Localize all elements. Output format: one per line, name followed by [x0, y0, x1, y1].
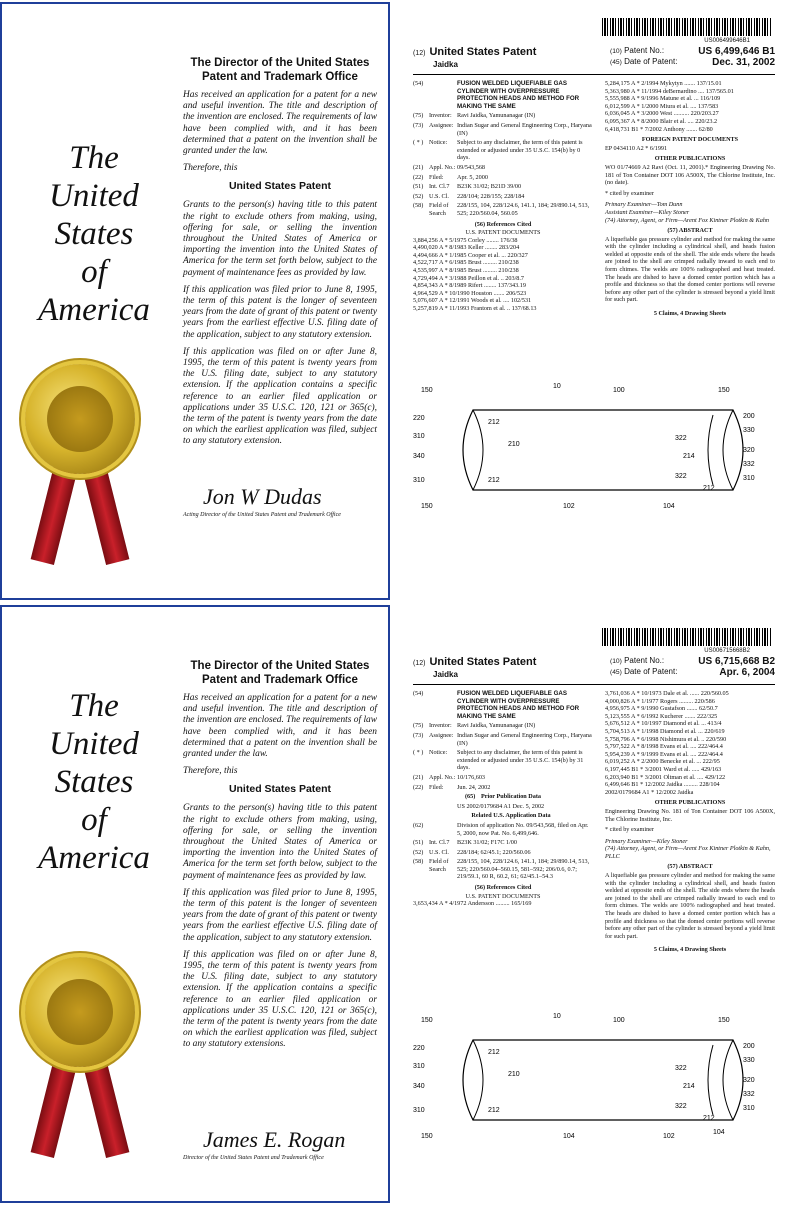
biblio-field: (52) U.S. Cl. 228/104; 228/155; 228/184 [413, 192, 525, 200]
drawing-label: 310 [743, 1105, 755, 1112]
reference-entry: 4,490,020 A * 8/1983 Keller ........ 283/204 [413, 244, 520, 252]
drawing-label: 150 [421, 1133, 433, 1140]
certificate-heading: The Director of the United States Patent and Trademark Office [190, 57, 370, 83]
biblio-field: US 2002/0179684 A1 Dec. 5, 2002 [457, 802, 545, 810]
reference-entry: 6,197,445 B1 * 3/2001 Ward et al. ..... 429/163 [605, 765, 722, 773]
signer-caption: Director of the United States Patent and Trademark Office [183, 1155, 324, 1161]
biblio-field: Related U.S. Application Data [471, 812, 551, 820]
biblio-field: (51) Int. Cl.7 B23K 31/02; B21D 39/00 [413, 183, 522, 191]
drawing-label: 310 [413, 433, 425, 440]
barcode [602, 18, 772, 36]
drawing-label: 214 [683, 1083, 695, 1090]
reference-entry: 4,535,997 A * 8/1985 Brust ......... 210/238 [413, 267, 519, 275]
drawing-label: 150 [718, 387, 730, 394]
reference-entry: 5,676,512 A * 10/1997 Diamond et al. ... 413/4 [605, 720, 722, 728]
reference-entry: 4,000,826 A * 1/1977 Rogers ......... 220/586 [605, 697, 715, 705]
certificate-heading: The Director of the United States Patent and Trademark Office [190, 660, 370, 686]
term2-text: If this application was filed on or after June 8, 1995, the term of this patent is twenty years from the U.S. filing date, subject to any statutory extension. If the application contains a specific reference to an earlier filed application or applications under 35 U.S.C. 120, 121 or 365(c), the term of the patent is twenty years from the date on which the earliest application was filed, subject to any statutory extensions. [183, 949, 377, 1050]
reference-entry: 6,012,599 A * 1/2000 Miura et al. .... 137/583 [605, 102, 719, 110]
drawing-label: 212 [488, 419, 500, 426]
reference-entry: 5,257,819 A * 11/1993 Frantom et al. .. 137/68.13 [413, 305, 537, 313]
biblio-field: (73) Assignee: Indian Sugar and General Engineering Corp., Haryana (IN) [413, 121, 592, 137]
drawing-label: 200 [743, 413, 755, 420]
drawing-label: 220 [413, 1045, 425, 1052]
patent-document-1 [405, 0, 780, 598]
drawing-label: 212 [703, 485, 715, 492]
drawing-label: 310 [413, 1063, 425, 1070]
drawing-label: 212 [488, 477, 500, 484]
reference-entry: 6,036,045 A * 3/2000 West .......... 220/203.27 [605, 110, 719, 118]
reference-entry: 5,758,796 A * 6/1998 Nishimura et al. .. 220/590 [605, 735, 727, 743]
drawing-label: 320 [743, 1077, 755, 1084]
biblio-field: (21) Appl. No.: 10/176,603 [413, 773, 486, 781]
biblio-field: (75) Inventor: Ravi Jaidka, Yamunanagar (IN) [413, 112, 536, 120]
biblio-field: (75) Inventor: Ravi Jaidka, Yamunanagar (IN) [413, 722, 536, 730]
drawing-label: 150 [421, 387, 433, 394]
drawing-label: 100 [613, 387, 625, 394]
reference-entry: 2002/0179684 A1 * 12/2002 Jaidka [605, 788, 694, 796]
biblio-field: (51) Int. Cl.7 B23K 31/02; F17C 1/00 [413, 839, 517, 847]
reference-entry: 4,854,343 A * 8/1989 Rifert ........ 137/343.19 [413, 282, 526, 290]
drawing-label: 322 [675, 1103, 687, 1110]
reference-entry: 5,284,175 A * 2/1994 Mykytyn ....... 137/15.01 [605, 80, 722, 87]
signature: James E. Rogan [203, 1127, 346, 1152]
patent-number-block: (10) Patent No.: US 6,499,646 B1 (45) Date of Patent: Dec. 31, 2002 [610, 46, 775, 68]
drawing-label: 340 [413, 453, 425, 460]
patent-title: United States Patent [228, 783, 332, 796]
drawing-label: 330 [743, 1057, 755, 1064]
barcode-number: US006715668B2 [704, 648, 750, 654]
reference-entry: 5,123,555 A * 6/1992 Kucherer ....... 222/325 [605, 712, 718, 720]
reference-entry: 4,522,717 A * 6/1985 Brust ......... 210/238 [413, 259, 519, 267]
drawing-label: 100 [613, 1017, 625, 1024]
biblio-field: (22) Filed: Apr. 5, 2000 [413, 173, 488, 181]
right-column: 3,761,036 A * 10/1973 Dale et al. ...... 220/560.05 4,000,826 A * 1/1977 Rogers ......... 220/586 4,956,975 A * 9/1990 Gustafson ....... 62/50.7 5,123,555 A * 6/1992 Kucherer ....... 222/325 5,676,512 A * 10/1997 Diamond et al. ... 413/4 5,704,513 A * 1/1998 Diamond et al. ... 220/619 5,758,796 A * 6/1998 Nishimura et al. .. 220/590 5,797,522 A * 8/1998 Evans et al. .... 222/464.4 5,954,239 A * 9/1999 Evans et al. .... 222/464.4 6,019,252 A * 2/2000 Benecke et al. ... 222/95 6,197,445 B1 * 3/2001 Ward et al. ..... 429/163 6,203,940 B1 * 3/2001 Oltman et al. .... 429/122 6,499,646 B1 * 12/2002 Jaidka ......... 228/104 2002/0179684 A1 * 12/2002 Jaidka OTHER PUBLICATIONS Engineering Drawing No. 181 of Ton Container DOT 106 A500X, The Chlorine Institute, Inc. * cited by examiner Primary Examiner—Kiley Stoner (74) Attorney, Agent, or Firm—Arent Fox Kintner Plotkin & Kahn, PLLC (57) ABSTRACT A liquefiable gas pressure cylinder and method for making the same with the cylinder including a cylindrical shell, and heads fusion welded at opposite ends of the shell. The side ends where the heads are joined to the shell are crimped radially inward to each end to form chimes. The welds are 100% radiographed and heat treated. The heads are dished to have a domed center portion which has a profile and thickness so that the domed center portions will reverse before any other part of the cylinder is stressed beyond a yield limit for such part. 5 Claims, 4 Drawing Sheets [605, 690, 775, 954]
term1-text: If this application was filed prior to June 8, 1995, the term of this patent is the longer of seventeen years from the date of grant of this patent or twenty years from the earliest effective U.S. filing date of the application, subject to any statutory extension. [183, 284, 377, 340]
reference-entry: EP 0434110 A2 * 6/1991 [605, 144, 668, 152]
drawing-label: 310 [413, 1107, 425, 1114]
drawing-label: 322 [675, 473, 687, 480]
reference-entry: 6,019,252 A * 2/2000 Benecke et al. ... 222/95 [605, 758, 720, 766]
drawing-label: 322 [675, 1065, 687, 1072]
abstract: A liquefiable gas pressure cylinder and method for making the same with the cylinder including a cylindrical shell, and heads fusion welded at opposite ends of the shell. The side ends where the heads are joined to the shell are crimped radially inward to each end to form chimes. The welds are 100% radiographed and heat treated. The heads are dished to have a domed center portion which has a profile and thickness so that the domed center portions will reverse before any other part of the cylinder is stressed beyond a yield limit for such part. [605, 235, 775, 304]
biblio-field: (52) U.S. Cl. 228/184; 62/45.1; 220/560.06 [413, 848, 531, 856]
signature-block [183, 1127, 377, 1161]
reference-entry: 6,418,731 B1 * 7/2002 Anthony ....... 62/80 [605, 125, 713, 133]
term2-text: If this application was filed on or after June 8, 1995, the term of this patent is twenty years from the U.S. filing date, subject to any statutory extension. If the application contains a specific reference to an earlier filed application or applications under 35 U.S.C. 120, 121 or 365(c), the term of the patent is twenty years from the date on which the earliest application was filed, subject to any statutory extension. [183, 346, 377, 447]
drawing-label: 102 [563, 503, 575, 510]
reference-entry: 6,095,367 A * 8/2000 Blair et al. .... 220/23.2 [605, 117, 718, 125]
certificate-2 [0, 605, 390, 1203]
header-title: (12) United States Patent [413, 46, 537, 58]
reference-entry: 3,653,434 A * 4/1972 Andersson ......... 165/169 [413, 900, 532, 908]
drawing-label: 104 [563, 1133, 575, 1140]
certificate-1 [0, 2, 390, 600]
drawing-label: 210 [508, 1071, 520, 1078]
barcode [602, 628, 772, 646]
patent-date: Dec. 31, 2002 [712, 57, 775, 68]
drawing-label: 212 [488, 1049, 500, 1056]
left-column: (54) FUSION WELDED LIQUEFIABLE GAS CYLINDER WITH OVERPRESSURE PROTECTION HEADS AND METHOD FOR MAKING THE SAME (75) Inventor: Ravi Jaidka, Yamunanagar (IN) (73) Assignee: Indian Sugar and General Engineering Corp., Haryana (IN) ( * ) Notice: Subject to any disclaimer, the term of this patent is extended or adjusted under 35 U.S.C. 154(b) by 31 days. (21) Appl. No.: 10/176,603 (22) Filed: Jun. 24, 2002 (65) Prior Publication Data US 2002/0179684 A1 Dec. 5, 2002 Related U.S. Application Data (62) Division of application No. 09/543,568, filed on Apr. 5, 2000, now Pat. No. 6,499,646. (51) Int. Cl.7 B23K 31/02; F17C 1/00 (52) U.S. Cl. 228/184; 62/45.1; 220/560.06 (58) Field of Search 228/155, 104, 228/124.6, 141.1, 184; 29/890.14, 513, 525; 220/560.04–560.15, 581–592; 206/0.6, 0.7; 219/59.1, 60 R, 60.2, 61; 62/45.1–54.3 (56) References Cited U.S. PATENT DOCUMENTS 3,653,434 A * 4/1972 Andersson ......... 165/169 [413, 690, 592, 908]
banner-text: The United States of America [38, 140, 150, 328]
biblio-field: (62) Division of application No. 09/543,568, filed on Apr. 5, 2000, now Pat. No. 6,499,646. [413, 821, 589, 837]
reference-entry: 3,761,036 A * 10/1973 Dale et al. ...... 220/560.05 [605, 690, 729, 697]
drawing-label: 10 [553, 1013, 561, 1020]
reference-entry: 6,203,940 B1 * 3/2001 Oltman et al. .... 429/122 [605, 773, 726, 781]
reference-entry: 4,729,494 A * 3/1988 Peillon et al. .. 203/8.7 [413, 274, 525, 282]
drawing-label: 220 [413, 415, 425, 422]
drawing-label: 332 [743, 1091, 755, 1098]
reference-entry: 5,954,239 A * 9/1999 Evans et al. .... 222/464.4 [605, 750, 723, 758]
inventor-short: Jaidka [433, 60, 458, 69]
signer-caption: Acting Director of the United States Patent and Trademark Office [183, 512, 341, 518]
patent-number: US 6,499,646 B1 [698, 46, 775, 57]
reference-entry: 3,884,256 A * 5/1975 Corley ........ 176/38 [413, 236, 518, 244]
grant-text: Grants to the person(s) having title to this patent the right to exclude others from making, using, offering for sale, or selling the invention throughout the United States of America or importing the invention into the United States of America for the term set forth below, subject to the payment of maintenance fees as provided by law. [183, 200, 377, 278]
drawing-label: 322 [675, 435, 687, 442]
drawing-label: 200 [743, 1043, 755, 1050]
drawing-label: 340 [413, 1083, 425, 1090]
drawing-label: 150 [421, 1017, 433, 1024]
reference-entry: 5,363,980 A * 11/1994 deBernardino .... 137/565.01 [605, 87, 734, 95]
inventor-short: Jaidka [433, 670, 458, 679]
signature-block [183, 484, 377, 518]
cylinder-drawing [413, 380, 773, 515]
drawing-label: 310 [743, 475, 755, 482]
barcode-number: US006499646B1 [704, 38, 750, 44]
certificate-body [183, 56, 377, 454]
certificate-body [183, 659, 377, 1057]
intro-text: Has received an application for a patent for a new and useful invention. The title and description of the invention are enclosed. The requirements of law have been complied with, and it has been determined that a patent on the invention shall be granted under the law. [183, 693, 377, 760]
intro-text: Has received an application for a patent for a new and useful invention. The title and description of the invention are enclosed. The requirements of law have been complied with, and it has been determined that a patent on the invention shall be granted under the law. [183, 90, 377, 157]
biblio-field: (73) Assignee: Indian Sugar and General Engineering Corp., Haryana (IN) [413, 731, 592, 747]
drawing-label: 102 [663, 1133, 675, 1140]
right-column: 5,284,175 A * 2/1994 Mykytyn ....... 137/15.01 5,363,980 A * 11/1994 deBernardino .... 137/565.01 5,555,988 A * 9/1996 Matune et al. ... 116/109 6,012,599 A * 1/2000 Miura et al. .... 137/583 6,036,045 A * 3/2000 West .......... 220/203.27 6,095,367 A * 8/2000 Blair et al. .... 220/23.2 6,418,731 B1 * 7/2002 Anthony ....... 62/80 FOREIGN PATENT DOCUMENTS EP 0434110 A2 * 6/1991 OTHER PUBLICATIONS WO 01/74669 A2 Ravi (Oct. 11, 2001).* Engineering Drawing No. 181 of Ton Container DOT 106 A500X, The Chlorine Institute, Inc. (no date). * cited by examiner Primary Examiner—Tom Dunn Assistant Examiner—Kiley Stoner (74) Attorney, Agent, or Firm—Arent Fox Kintner Plotkin & Kahn (57) ABSTRACT A liquefiable gas pressure cylinder and method for making the same with the cylinder including a cylindrical shell, and heads fusion welded at opposite ends of the shell. The side ends where the heads are joined to the shell are crimped radially inward to each end to form chimes. The welds are 100% radiographed and heat treated. The heads are dished to have a domed center portion which has a profile and thickness so that the domed center portions will reverse before any other part of the cylinder is stressed beyond a yield limit for such part. 5 Claims, 4 Drawing Sheets [605, 80, 775, 318]
drawing-label: 320 [743, 447, 755, 454]
patent-number-block: (10) Patent No.: US 6,715,668 B2 (45) Date of Patent: Apr. 6, 2004 [610, 656, 775, 678]
drawing-label: 210 [508, 441, 520, 448]
patent-document-2 [405, 610, 780, 1208]
reference-entry: 5,797,522 A * 8/1998 Evans et al. .... 222/464.4 [605, 743, 723, 751]
biblio-field: (22) Filed: Jun. 24, 2002 [413, 783, 491, 791]
patent-number: US 6,715,668 B2 [698, 656, 775, 667]
drawing-label: 212 [488, 1107, 500, 1114]
gold-seal-icon [25, 364, 135, 474]
grant-text: Grants to the person(s) having title to this patent the right to exclude others from making, using, offering for sale, or selling the invention throughout the United States of America or importing the invention into the United States of America for the term set forth below, subject to the payment of maintenance fees as provided by law. [183, 803, 377, 881]
drawing-label: 212 [703, 1115, 715, 1122]
drawing-label: 104 [713, 1129, 725, 1136]
patent-date: Apr. 6, 2004 [719, 667, 775, 678]
drawing-label: 214 [683, 453, 695, 460]
reference-entry: 4,964,529 A * 10/1990 Houston ....... 206/523 [413, 289, 527, 297]
drawing-label: 330 [743, 427, 755, 434]
biblio-field: (54) FUSION WELDED LIQUEFIABLE GAS CYLINDER WITH OVERPRESSURE PROTECTION HEADS AND METHOD FOR MAKING THE SAME [413, 80, 580, 110]
drawing-label: 150 [718, 1017, 730, 1024]
reference-entry: 4,494,666 A * 1/1985 Cooper et al. ... 220/327 [413, 251, 528, 259]
reference-entry: 5,076,607 A * 12/1991 Woods et al. .... 102/531 [413, 297, 532, 305]
therefore-text: Therefore, this [183, 766, 238, 777]
biblio-field: (58) Field of Search 228/155, 104, 228/124.6, 141.1, 184; 29/890.14, 513, 525; 220/560.04–560.15, 581–592; 206/0.6, 0.7; 219/59.1, 60 R, 60.2, 61; 62/45.1–54.3 [413, 858, 590, 881]
therefore-text: Therefore, this [183, 163, 238, 174]
left-column: (54) FUSION WELDED LIQUEFIABLE GAS CYLINDER WITH OVERPRESSURE PROTECTION HEADS AND METHOD FOR MAKING THE SAME (75) Inventor: Ravi Jaidka, Yamunanagar (IN) (73) Assignee: Indian Sugar and General Engineering Corp., Haryana (IN) ( * ) Notice: Subject to any disclaimer, the term of this patent is extended or adjusted under 35 U.S.C. 154(b) by 0 days. (21) Appl. No.: 09/543,568 (22) Filed: Apr. 5, 2000 (51) Int. Cl.7 B23K 31/02; B21D 39/00 (52) U.S. Cl. 228/104; 228/155; 228/184 (58) Field of Search 228/155, 104, 228/124.6, 141.1, 184; 29/890.14, 513, 525; 220/560.04, 560.05 (56) References Cited U.S. PATENT DOCUMENTS 3,884,256 A * 5/1975 Corley ........ 176/38 4,490,020 A * 8/1983 Keller ........ 283/204 4,494,666 A * 1/1985 Cooper et al. ... 220/327 4,522,717 A * 6/1985 Brust ......... 210/238 4,535,997 A * 8/1985 Brust ......... 210/238 4,729,494 A * 3/1988 Peillon et al. .. 203/8.7 4,854,343 A * 8/1989 Rifert ........ 137/343.19 4,964,529 A * 10/1990 Houston ....... 206/523 5,076,607 A * 12/1991 Woods et al. .... 102/531 5,257,819 A * 11/1993 Frantom et al. .. 137/68.13 [413, 80, 592, 313]
term1-text: If this application was filed prior to June 8, 1995, the term of this patent is the longer of seventeen years from the date of grant of this patent or twenty years from the earliest effective U.S. filing date of the application, subject to any statutory extension. [183, 887, 377, 943]
signature: Jon W Dudas [203, 484, 322, 509]
biblio-field: (21) Appl. No.: 09/543,568 [413, 163, 486, 171]
cylinder-drawing [413, 1010, 773, 1145]
reference-entry: 5,555,988 A * 9/1996 Matune et al. ... 116/109 [605, 95, 721, 103]
biblio-field: ( * ) Notice: Subject to any disclaimer, the term of this patent is extended or adjusted under 35 U.S.C. 154(b) by 0 days. [413, 139, 583, 162]
biblio-field: (58) Field of Search 228/155, 104, 228/124.6, 141.1, 184; 29/890.14, 513, 525; 220/560.04, 560.05 [413, 202, 590, 217]
drawing-label: 310 [413, 477, 425, 484]
header-title: (12) United States Patent [413, 656, 537, 668]
drawing-label: 150 [421, 503, 433, 510]
abstract: A liquefiable gas pressure cylinder and method for making the same with the cylinder including a cylindrical shell, and heads fusion welded at opposite ends of the shell. The side ends where the heads are joined to the shell are crimped radially inward to each end to form chimes. The welds are 100% radiographed and heat treated. The heads are dished to have a domed center portion which has a profile and thickness so that the domed center portions will reverse before any other part of the cylinder is stressed beyond a yield limit for such part. [605, 872, 775, 940]
gold-seal-icon [25, 957, 135, 1067]
drawing-label: 332 [743, 461, 755, 468]
reference-entry: 5,704,513 A * 1/1998 Diamond et al. ... 220/619 [605, 727, 725, 735]
reference-entry: 4,956,975 A * 9/1990 Gustafson ....... 62/50.7 [605, 705, 718, 713]
drawing-label: 10 [553, 383, 561, 390]
biblio-field: (54) FUSION WELDED LIQUEFIABLE GAS CYLINDER WITH OVERPRESSURE PROTECTION HEADS AND METHOD FOR MAKING THE SAME [413, 690, 580, 720]
biblio-field: ( * ) Notice: Subject to any disclaimer, the term of this patent is extended or adjusted under 35 U.S.C. 154(b) by 31 days. [413, 749, 584, 772]
drawing-label: 104 [663, 503, 675, 510]
banner-text: The United States of America [38, 688, 150, 876]
reference-entry: 6,499,646 B1 * 12/2002 Jaidka ......... 228/104 [605, 781, 720, 789]
biblio-field: (65) Prior Publication Data [464, 793, 542, 801]
patent-title: United States Patent [228, 180, 332, 193]
